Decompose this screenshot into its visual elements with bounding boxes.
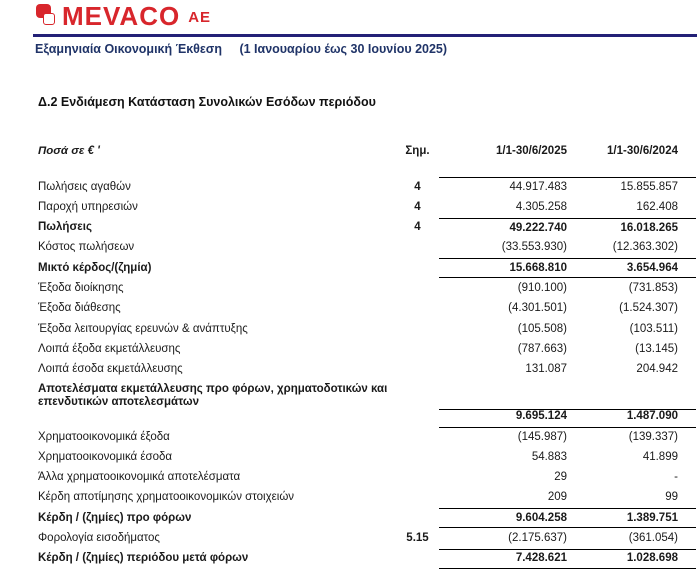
- value-2024: (12.363.302): [612, 241, 678, 254]
- value-2024: (1.524.307): [619, 302, 678, 315]
- row-values: [439, 488, 696, 508]
- table-row: [38, 468, 696, 488]
- value-2025: 49.222.740: [509, 221, 567, 234]
- report-title: Εξαμηνιαία Οικονομική Έκθεση: [35, 42, 222, 56]
- table-row: [38, 488, 696, 508]
- table-row: [38, 218, 696, 238]
- value-2025: 44.917.483: [509, 181, 567, 194]
- row-values: [439, 528, 696, 548]
- row-note: [396, 319, 439, 339]
- value-2024: -: [674, 471, 678, 484]
- value-2025: (910.100): [517, 282, 567, 295]
- value-2024: 15.855.857: [620, 181, 678, 194]
- row-note: [396, 549, 439, 569]
- value-2024: (103.511): [629, 322, 678, 335]
- row-label: Λοιπά έσοδα εκμετάλλευσης: [38, 363, 183, 376]
- row-note: [396, 299, 439, 319]
- table-row: [38, 427, 696, 447]
- table-row: [38, 447, 696, 467]
- row-note: 4: [414, 200, 421, 213]
- table-row: [38, 299, 696, 319]
- row-note: [396, 427, 439, 447]
- table-row: [38, 528, 696, 548]
- row-label: Έξοδα διοίκησης: [38, 282, 124, 295]
- value-2024: 41.899: [642, 450, 678, 463]
- row-values: [439, 427, 696, 447]
- value-2024: 16.018.265: [620, 221, 678, 234]
- table-row: [38, 177, 696, 197]
- value-2024: (13.145): [635, 342, 678, 355]
- row-values: [439, 360, 696, 380]
- row-values: [439, 339, 696, 359]
- value-2025: (4.301.501): [508, 302, 567, 315]
- row-label: Χρηματοοικονομικά έσοδα: [38, 450, 173, 463]
- row-values: [439, 508, 696, 528]
- value-2024: 3.654.964: [626, 261, 678, 274]
- value-2025: 131.087: [525, 363, 567, 376]
- row-values: [439, 319, 696, 339]
- company-logo: [36, 3, 211, 29]
- logo-text: MEVACO: [62, 1, 181, 31]
- row-values: [439, 218, 696, 238]
- row-values: [439, 549, 696, 569]
- period-2025-header: 1/1-30/6/2025: [496, 145, 567, 158]
- value-2024: (361.054): [628, 531, 678, 544]
- row-note: [396, 447, 439, 467]
- row-label: Έξοδα λειτουργίας ερευνών & ανάπτυξης: [38, 322, 248, 335]
- row-label: Άλλα χρηματοοικονομικά αποτελέσματα: [38, 471, 241, 484]
- value-2025: 15.668.810: [509, 261, 567, 274]
- row-values: [439, 409, 696, 427]
- table-row: [38, 278, 696, 298]
- value-2025: (33.553.930): [501, 241, 567, 254]
- row-note: [396, 360, 439, 380]
- period-2024-header: 1/1-30/6/2024: [607, 145, 678, 158]
- row-label: Λοιπά έξοδα εκμετάλλευσης: [38, 342, 181, 355]
- value-2025: 9.695.124: [515, 410, 567, 423]
- logo-white-square: [43, 13, 55, 25]
- value-2025: (787.663): [517, 342, 567, 355]
- table-row: [38, 380, 696, 427]
- row-label: Έξοδα διάθεσης: [38, 302, 121, 315]
- row-label: Μικτό κέρδος/(ζημία): [38, 261, 152, 274]
- value-2024: (731.853): [628, 282, 678, 295]
- row-note: [396, 278, 439, 298]
- value-2024: 204.942: [636, 363, 678, 376]
- table-row: [38, 238, 696, 258]
- value-2025: (145.987): [517, 430, 567, 443]
- logo-suffix: ΑΕ: [188, 9, 212, 26]
- value-2024: 1.487.090: [626, 410, 678, 423]
- row-note: [396, 508, 439, 528]
- row-values: [439, 468, 696, 488]
- header-divider: [33, 34, 697, 37]
- row-label: Πωλήσεις αγαθών: [38, 180, 131, 193]
- value-2025: (2.175.637): [508, 531, 567, 544]
- value-2025: 54.883: [531, 450, 567, 463]
- value-2025: 7.428.621: [515, 552, 567, 565]
- table-row: [38, 549, 696, 569]
- row-label: Κόστος πωλήσεων: [38, 241, 135, 254]
- row-note: [396, 258, 439, 278]
- row-note: 5.15: [406, 531, 429, 544]
- row-label: Παροχή υπηρεσιών: [38, 200, 138, 213]
- row-label: Κέρδη / (ζημίες) προ φόρων: [38, 511, 192, 524]
- row-label: Κέρδη / (ζημίες) περιόδου μετά φόρων: [38, 552, 249, 565]
- row-values: [439, 447, 696, 467]
- report-subtitle: [35, 42, 447, 56]
- row-values: [439, 258, 696, 278]
- mevaco-logo-icon: [36, 3, 57, 29]
- row-values: [439, 238, 696, 258]
- note-column-header: Σημ.: [405, 145, 430, 158]
- value-2025: 29: [554, 471, 567, 484]
- table-row: [38, 508, 696, 528]
- row-values: [439, 278, 696, 298]
- table-row: [38, 339, 696, 359]
- row-note: 4: [414, 180, 421, 193]
- row-note: [396, 238, 439, 258]
- row-values: [439, 299, 696, 319]
- table-row: [38, 258, 696, 278]
- row-note: 4: [414, 221, 421, 234]
- row-label: Αποτελέσματα εκμετάλλευσης προ φόρων, χρηματοδοτικών και επενδυτικών αποτελεσμάτων: [38, 382, 388, 409]
- income-statement-table: [38, 143, 696, 569]
- value-2024: 99: [665, 491, 678, 504]
- table-row: [38, 197, 696, 217]
- row-label: Φορολογία εισοδήματος: [38, 531, 160, 544]
- row-note: [396, 488, 439, 508]
- row-values: [439, 177, 696, 197]
- value-2025: (105.508): [517, 322, 567, 335]
- row-label: Κέρδη αποτίμησης χρηματοοικονομικών στοιχειών: [38, 491, 295, 504]
- row-note: [396, 409, 439, 427]
- report-period: (1 Ιανουαρίου έως 30 Ιουνίου 2025): [239, 42, 448, 56]
- statement-title: Δ.2 Ενδιάμεση Κατάσταση Συνολικών Εσόδων περιόδου: [38, 95, 376, 109]
- table-row: [38, 360, 696, 380]
- table-rows: [38, 177, 696, 569]
- row-values: [439, 197, 696, 217]
- table-header-row: [38, 143, 696, 161]
- value-2024: (139.337): [628, 430, 678, 443]
- row-label: Πωλήσεις: [38, 221, 92, 234]
- row-note: [396, 339, 439, 359]
- value-2024: 1.389.751: [626, 511, 678, 524]
- value-2025: 209: [547, 491, 567, 504]
- amounts-unit-label: Ποσά σε € ': [38, 145, 100, 158]
- value-2025: 9.604.258: [515, 511, 567, 524]
- value-2025: 4.305.258: [515, 200, 567, 213]
- row-label: Χρηματοοικονομικά έξοδα: [38, 430, 170, 443]
- value-2024: 1.028.698: [626, 552, 678, 565]
- row-note: [396, 468, 439, 488]
- value-2024: 162.408: [636, 200, 678, 213]
- table-row: [38, 319, 696, 339]
